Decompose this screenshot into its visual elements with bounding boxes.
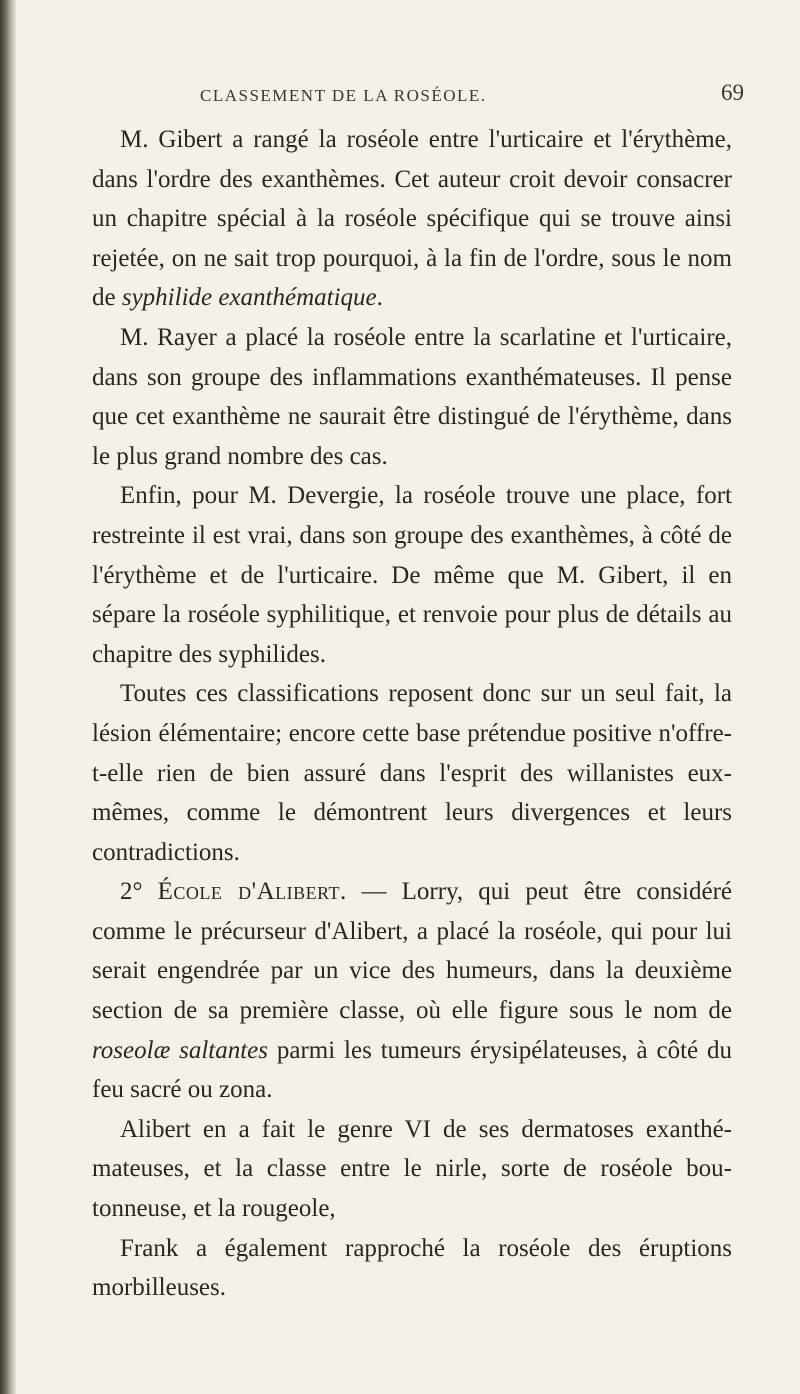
- paragraph-text: M. Gibert a rangé la roséole entre l'urticaire et l'érythème, dans l'ordre des exanthèmes. Cet auteur croit devoir consacrer un chapitre spécial à la roséole spécifique qui se trouve ainsi rejetée, on ne sait trop pourquoi, à la fin de l'ordre, sous le nom de: [92, 126, 732, 312]
- book-spine-edge: [0, 0, 16, 1394]
- paragraph-text: Enfin, pour M. Devergie, la roséole trouve une place, fort restreinte il est vrai, dans son groupe des exanthèmes, à côté de l'érythème et de l'urticaire. De même que M. Gibert, il en sépare la roséole syphilitique, et renvoie pour plus de détails au chapitre des syphilides.: [92, 482, 732, 668]
- paragraph-classifications: [92, 674, 732, 872]
- paragraph-text: M. Rayer a placé la roséole entre la scarlatine et l'urticaire, dans son groupe des inflammations exanthémateuses. Il pense que cet exanthème ne saurait être distingué de l'érythème, dans le plus grand nombre des cas.: [92, 323, 732, 470]
- paragraph-text: 2°: [120, 878, 158, 906]
- section-heading: École d'Alibert: [157, 878, 341, 906]
- paragraph-text: parmi les tumeurs érysipélateuses, à côté du feu sacré ou zona.: [92, 1036, 732, 1104]
- paragraph-gibert: [92, 120, 732, 318]
- paragraph-ecole-alibert: [92, 872, 732, 1110]
- paragraph-alibert: [92, 1110, 732, 1229]
- paragraph-text: . — Lorry, qui peut être considéré comme le précurseur d'Alibert, a placé la roséole, qui pour lui serait engendrée par un vice des humeurs, dans la deuxième section de sa première classe, où elle figure sous le nom de: [92, 878, 732, 1025]
- page-number: 69: [721, 80, 744, 105]
- book-page: [92, 80, 744, 1308]
- paragraph-text: Alibert en a fait le genre VI de ses dermatoses exanthémateuses, et la classe entre le nirle, sorte de roséole boutonneuse, et la rougeole,: [92, 1115, 732, 1223]
- italic-term: syphilide exanthématique: [121, 284, 377, 312]
- paragraph-text: Frank a également rapproché la roséole des éruptions morbilleuses.: [92, 1234, 732, 1302]
- paragraph-frank: [92, 1229, 732, 1308]
- paragraph-text: Toutes ces classifications reposent donc sur un seul fait, la lésion élémentaire; encore cette base prétendue positive n'offre-t-elle rien de bien assuré dans l'esprit des willanistes eux-mêmes, comme le démontrent leurs divergences et leurs contradictions.: [92, 680, 732, 866]
- italic-term: roseolæ saltantes: [92, 1036, 269, 1064]
- paragraph-rayer: [92, 318, 732, 476]
- paragraph-devergie: [92, 476, 732, 674]
- paragraph-text: .: [376, 284, 383, 312]
- running-title: CLASSEMENT DE LA ROSÉOLE.: [200, 86, 487, 105]
- running-head: [92, 80, 744, 120]
- body-text: [92, 120, 732, 1308]
